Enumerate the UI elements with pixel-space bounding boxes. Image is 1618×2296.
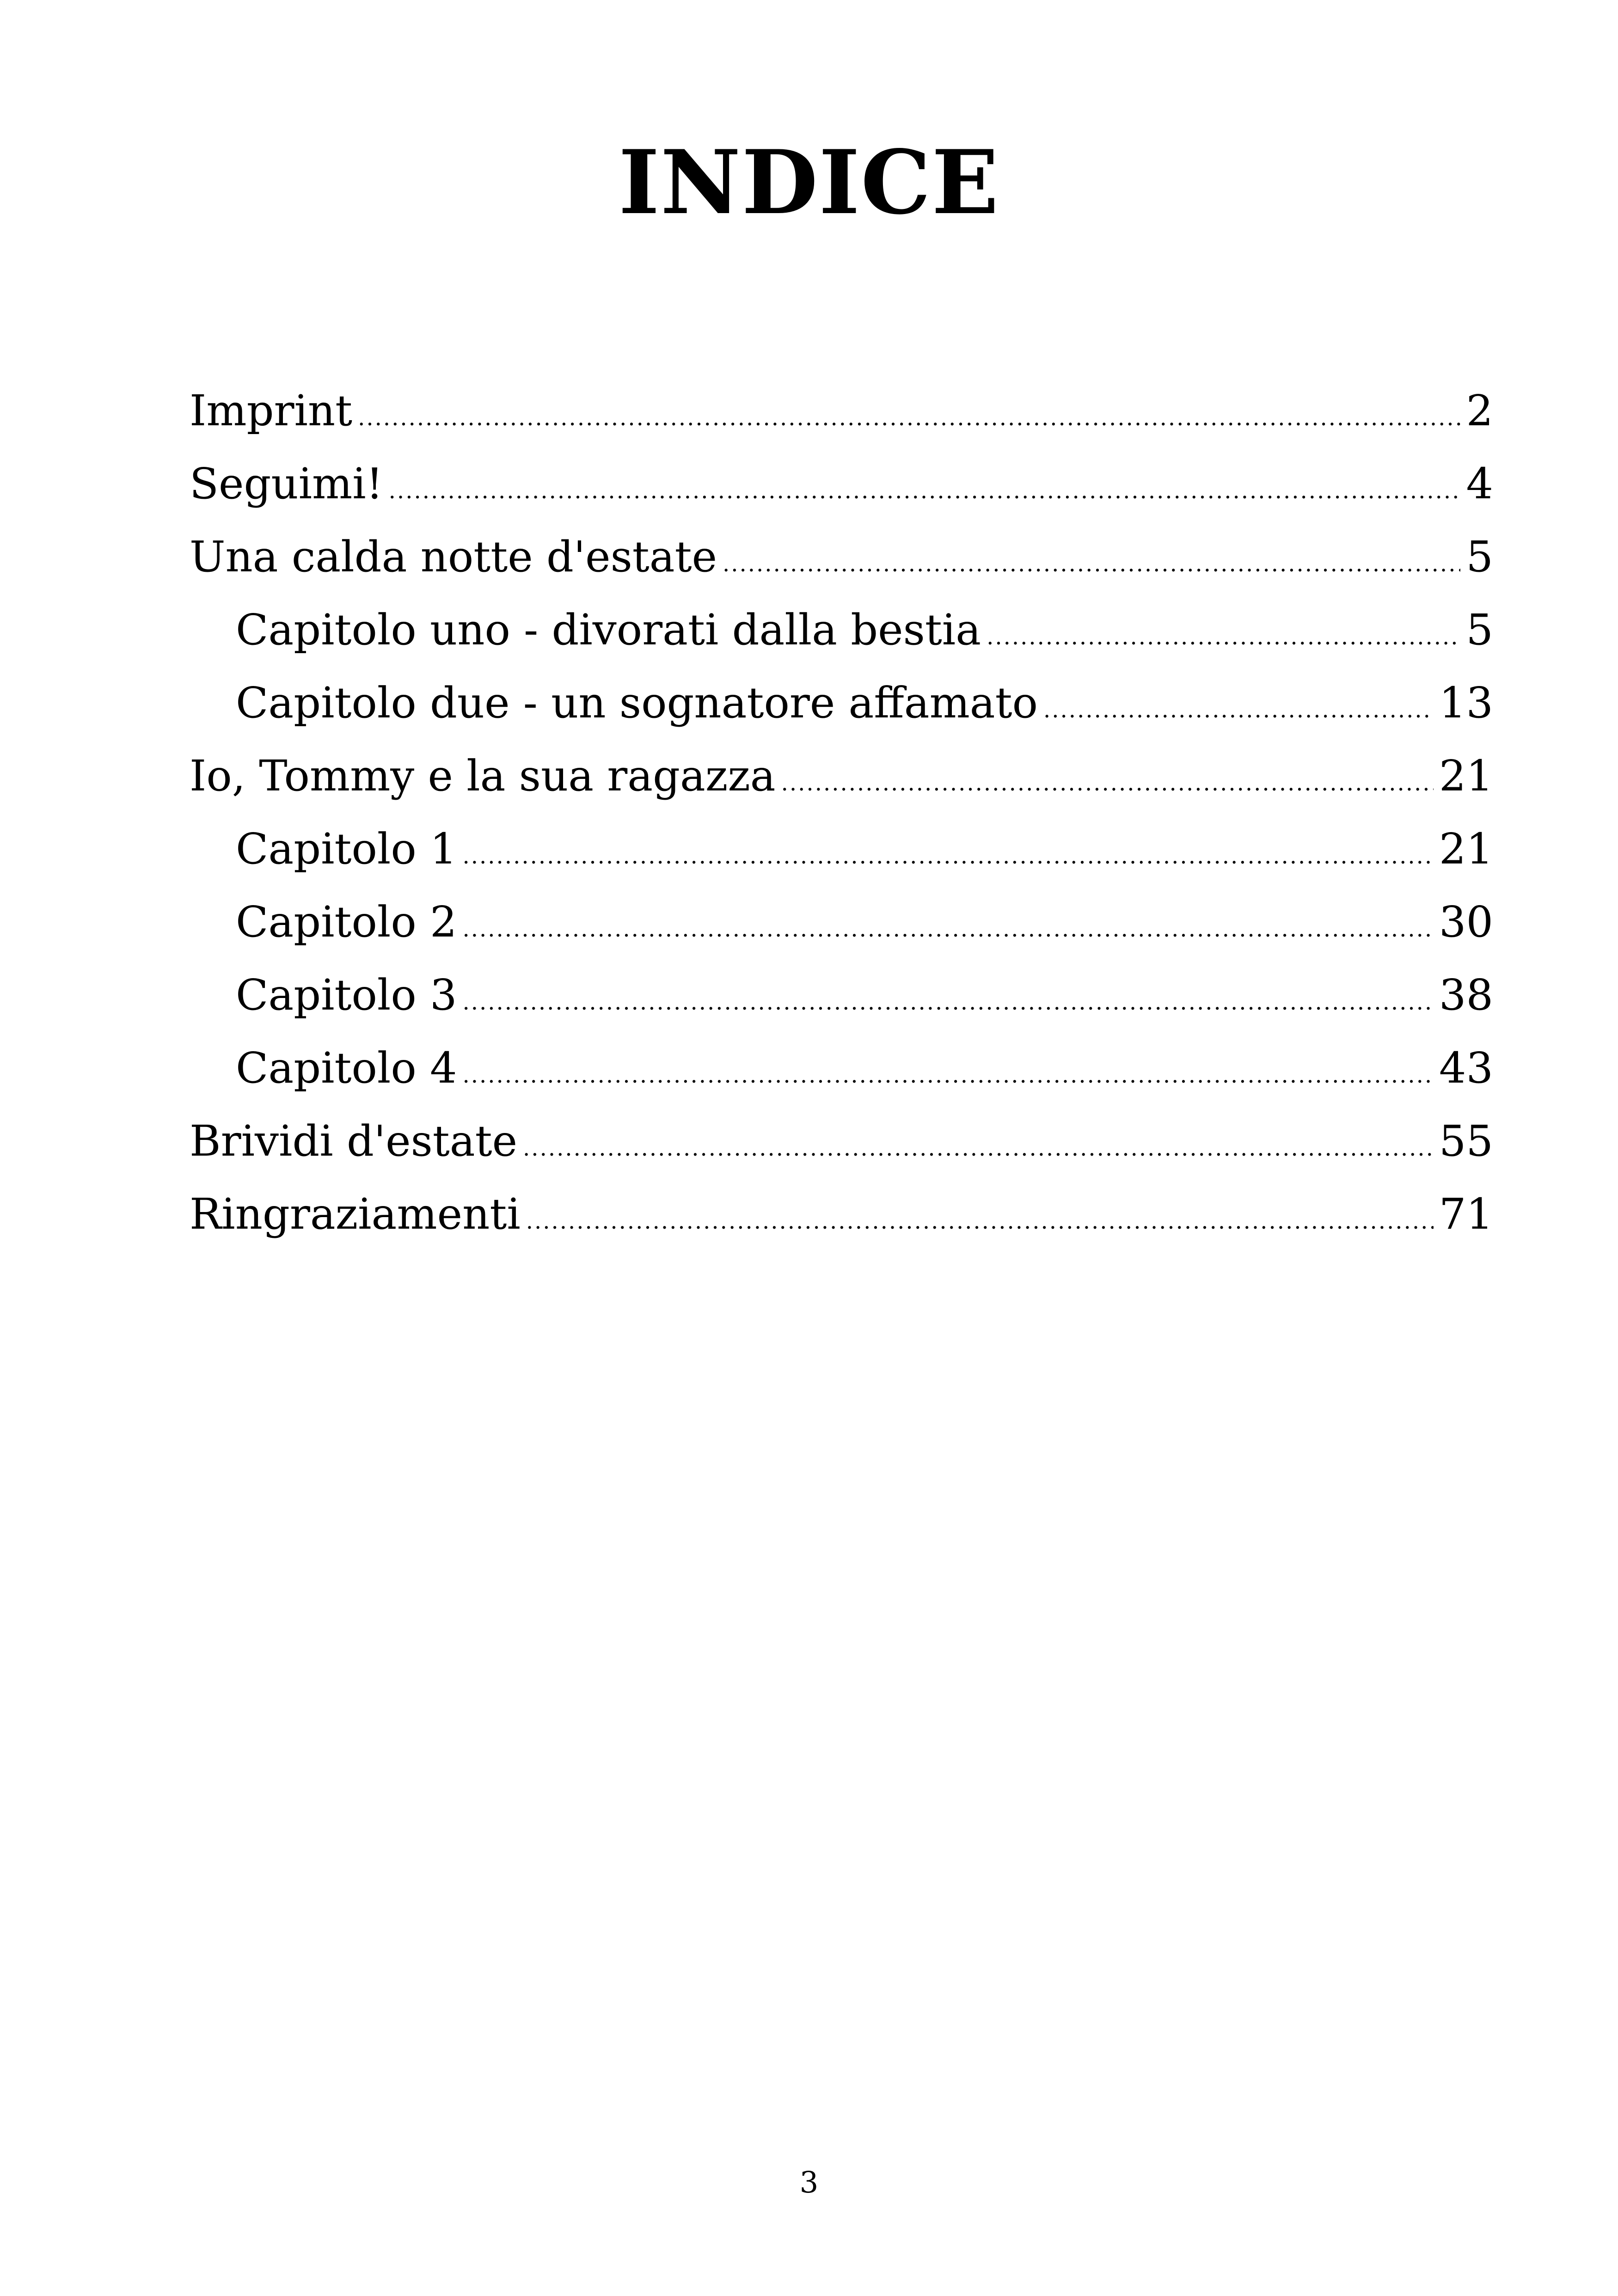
toc-entry-page: 21 — [1439, 824, 1493, 874]
toc-entry-capitolo-3[interactable] — [190, 959, 1493, 1032]
toc-entry-page: 43 — [1439, 1043, 1493, 1093]
toc-entry-label: Io, Tommy e la sua ragazza — [190, 751, 776, 801]
toc-entry-page: 5 — [1466, 532, 1493, 582]
toc-leader-dots — [389, 454, 1461, 527]
toc-entry-seguimi[interactable] — [190, 447, 1493, 520]
toc-leader-dots — [1043, 673, 1434, 747]
toc-entry-label: Capitolo uno - divorati dalla bestia — [236, 605, 981, 655]
toc-leader-dots — [781, 747, 1434, 820]
toc-entry-label: Capitolo 2 — [236, 897, 457, 947]
toc-entry-page: 71 — [1439, 1189, 1493, 1239]
toc-entry-label: Capitolo due - un sognatore affamato — [236, 678, 1038, 728]
toc-leader-dots — [526, 1185, 1434, 1258]
toc-entry-page: 13 — [1439, 678, 1493, 728]
page-number: 3 — [799, 2166, 819, 2200]
toc-entry-page: 30 — [1439, 897, 1493, 947]
toc-entry-label: Ringraziamenti — [190, 1189, 521, 1239]
toc-leader-dots — [463, 1039, 1434, 1112]
toc-entry-capitolo-2[interactable] — [190, 886, 1493, 959]
toc-entry-una-calda-notte[interactable] — [190, 520, 1493, 594]
toc-entry-label: Capitolo 4 — [236, 1043, 457, 1093]
page-title: INDICE — [618, 131, 1000, 234]
toc-leader-dots — [358, 381, 1460, 454]
toc-entry-label: Seguimi! — [190, 459, 383, 508]
toc-entry-ringraziamenti[interactable] — [190, 1178, 1493, 1251]
toc-leader-dots — [463, 893, 1434, 966]
toc-entry-page: 2 — [1466, 386, 1493, 435]
toc-leader-dots — [987, 600, 1460, 673]
toc-entry-page: 5 — [1466, 605, 1493, 655]
toc-entry-capitolo-1[interactable] — [190, 813, 1493, 886]
toc-entry-label: Capitolo 1 — [236, 824, 457, 874]
toc-entry-capitolo-uno[interactable] — [190, 594, 1493, 667]
toc-entry-page: 55 — [1439, 1116, 1493, 1166]
toc-leader-dots — [463, 820, 1434, 893]
toc-entry-label: Capitolo 3 — [236, 970, 457, 1020]
toc-entry-page: 38 — [1439, 970, 1493, 1020]
table-of-contents — [190, 374, 1493, 1251]
toc-entry-page: 21 — [1439, 751, 1493, 801]
toc-entry-io-tommy[interactable] — [190, 740, 1493, 813]
toc-entry-capitolo-4[interactable] — [190, 1032, 1493, 1105]
toc-leader-dots — [723, 527, 1460, 600]
toc-entry-brividi[interactable] — [190, 1105, 1493, 1178]
toc-entry-label: Brividi d'estate — [190, 1116, 518, 1166]
toc-entry-label: Una calda notte d'estate — [190, 532, 717, 582]
toc-entry-imprint[interactable] — [190, 374, 1493, 447]
toc-leader-dots — [463, 966, 1434, 1039]
toc-entry-page: 4 — [1466, 459, 1493, 508]
toc-entry-capitolo-due[interactable] — [190, 667, 1493, 740]
toc-entry-label: Imprint — [190, 386, 353, 435]
toc-leader-dots — [523, 1112, 1434, 1185]
